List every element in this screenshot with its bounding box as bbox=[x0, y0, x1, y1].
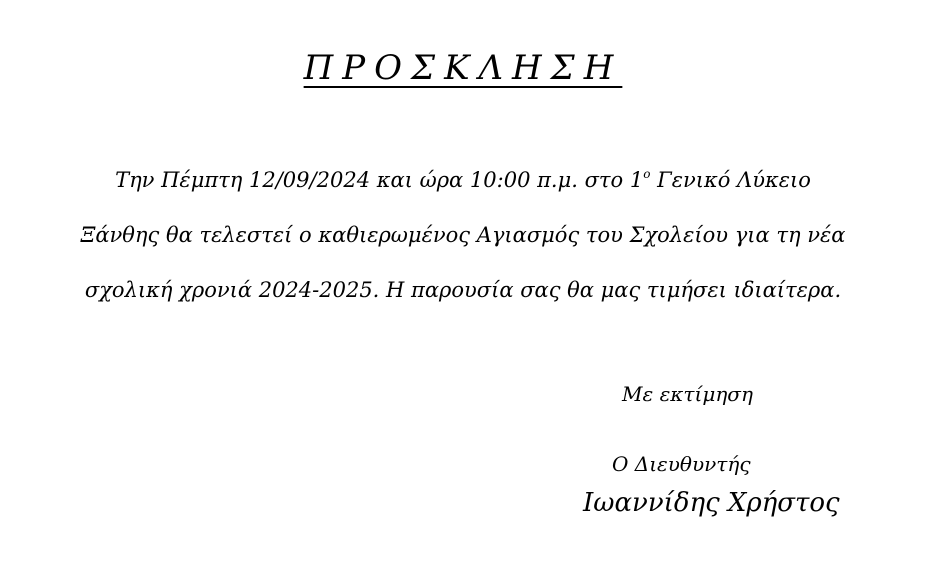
ordinal-superscript: ο bbox=[643, 167, 651, 181]
document-title bbox=[0, 46, 926, 90]
signatory-role: Ο Διευθυντής bbox=[612, 452, 751, 476]
signatory-name: Ιωαννίδης Χρήστος bbox=[583, 488, 840, 518]
title-text: ΠΡΟΣΚΛΗΣΗ bbox=[303, 48, 623, 88]
invitation-body bbox=[58, 147, 868, 318]
closing-phrase: Με εκτίμηση bbox=[622, 382, 753, 406]
body-line-1 bbox=[58, 147, 868, 208]
body-line-1-end: Γενικό Λύκειο bbox=[650, 168, 811, 192]
body-line-3: σχολική χρονιά 2024-2025. Η παρουσία σας θα μας τιμήσει ιδιαίτερα. bbox=[84, 278, 842, 302]
body-line-1-start: Την Πέμπτη 12/09/2024 και ώρα 10:00 π.μ. στο 1 bbox=[115, 168, 644, 192]
body-line-2: Ξάνθης θα τελεστεί ο καθιερωμένος Αγιασμός του Σχολείου για τη νέα bbox=[80, 223, 846, 247]
